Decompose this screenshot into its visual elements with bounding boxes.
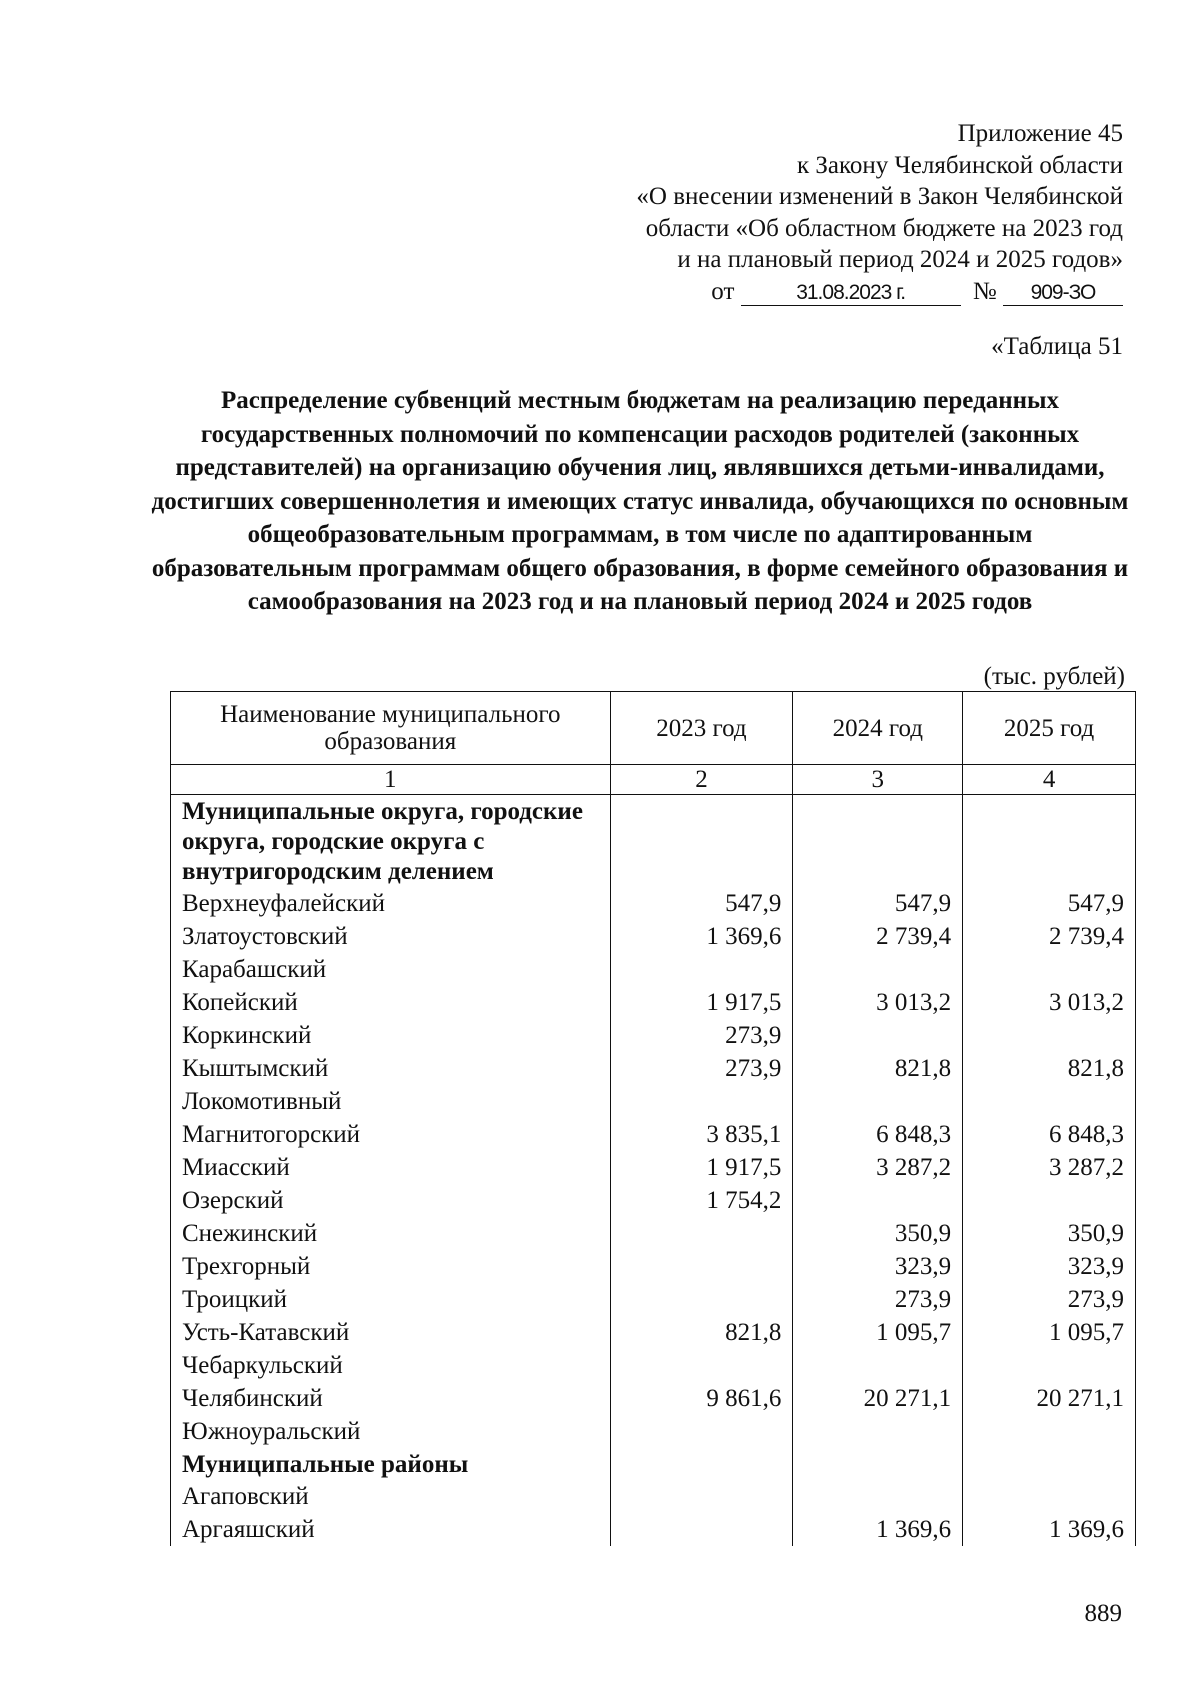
empty-cell	[610, 795, 793, 888]
value-2023	[610, 1217, 793, 1250]
header-2023: 2023 год	[610, 692, 793, 765]
appendix-line-2: к Закону Челябинской области	[797, 151, 1123, 179]
value-2024	[793, 953, 963, 986]
page-number: 889	[1084, 1600, 1122, 1627]
table-row	[171, 1250, 1136, 1283]
empty-cell	[793, 795, 963, 888]
value-2025	[963, 1019, 1136, 1052]
section-title: Муниципальные районы	[171, 1448, 611, 1480]
value-2023: 1 917,5	[610, 986, 793, 1019]
value-2024: 3 287,2	[793, 1151, 963, 1184]
table-row	[171, 1513, 1136, 1546]
value-2025: 323,9	[963, 1250, 1136, 1283]
value-2023	[610, 1349, 793, 1382]
column-number: 2	[610, 765, 793, 795]
value-2023	[610, 1283, 793, 1316]
table-row	[171, 1283, 1136, 1316]
value-2023	[610, 1085, 793, 1118]
table-label: «Таблица 51	[991, 333, 1123, 360]
municipality-name: Миасский	[171, 1151, 611, 1184]
municipality-name: Коркинский	[171, 1019, 611, 1052]
municipality-name: Верхнеуфалейский	[171, 887, 611, 920]
table-row	[171, 986, 1136, 1019]
table-row	[171, 920, 1136, 953]
municipality-name: Магнитогорский	[171, 1118, 611, 1151]
value-2024: 323,9	[793, 1250, 963, 1283]
value-2025	[963, 1480, 1136, 1513]
value-2024	[793, 1184, 963, 1217]
law-date: 31.08.2023 г.	[741, 281, 961, 306]
value-2023: 273,9	[610, 1052, 793, 1085]
value-2023	[610, 1250, 793, 1283]
value-2023	[610, 953, 793, 986]
municipality-name: Аргаяшский	[171, 1513, 611, 1546]
table-row	[171, 1316, 1136, 1349]
value-2024: 821,8	[793, 1052, 963, 1085]
value-2023: 3 835,1	[610, 1118, 793, 1151]
municipality-name: Снежинский	[171, 1217, 611, 1250]
appendix-line-4: области «Об областном бюджете на 2023 год	[645, 214, 1123, 242]
table-row	[171, 1052, 1136, 1085]
value-2023: 1 369,6	[610, 920, 793, 953]
municipality-name: Трехгорный	[171, 1250, 611, 1283]
value-2023: 821,8	[610, 1316, 793, 1349]
value-2023: 547,9	[610, 887, 793, 920]
value-2024	[793, 1349, 963, 1382]
header-name: Наименование муниципального образования	[171, 692, 611, 765]
empty-cell	[963, 1448, 1136, 1480]
municipality-name: Троицкий	[171, 1283, 611, 1316]
municipality-name: Копейский	[171, 986, 611, 1019]
value-2024: 6 848,3	[793, 1118, 963, 1151]
value-2025: 273,9	[963, 1283, 1136, 1316]
table-row	[171, 1480, 1136, 1513]
value-2024: 3 013,2	[793, 986, 963, 1019]
value-2025: 350,9	[963, 1217, 1136, 1250]
table-row	[171, 887, 1136, 920]
document-title: Распределение субвенций местным бюджетам на реализацию переданных государственных полномочий по компенсации расходов родителей (законных представителей) на организацию обучения лиц, являвшихся детьми-инвалидами, достигших совершеннолетия и имеющих статус инвалида, обучающихся по основным общеобразовательным программам, в том числе по адаптированным образовательным программам общего образования, в форме семейного образования и самообразования на 2023 год и на плановый период 2024 и 2025 годов	[151, 387, 1129, 615]
value-2025	[963, 1184, 1136, 1217]
table-row	[171, 1085, 1136, 1118]
municipality-name: Кыштымский	[171, 1052, 611, 1085]
section-row	[171, 1448, 1136, 1480]
date-prefix: от	[711, 277, 735, 305]
value-2025: 821,8	[963, 1052, 1136, 1085]
municipality-name: Чебаркульский	[171, 1349, 611, 1382]
value-2023: 1 917,5	[610, 1151, 793, 1184]
value-2024	[793, 1019, 963, 1052]
table-row	[171, 1019, 1136, 1052]
empty-cell	[610, 1448, 793, 1480]
value-2025: 1 095,7	[963, 1316, 1136, 1349]
table-row	[171, 953, 1136, 986]
value-2023: 1 754,2	[610, 1184, 793, 1217]
municipality-name: Челябинский	[171, 1382, 611, 1415]
value-2024: 1 095,7	[793, 1316, 963, 1349]
value-2023: 9 861,6	[610, 1382, 793, 1415]
value-2025: 6 848,3	[963, 1118, 1136, 1151]
table-header-row	[171, 692, 1136, 765]
municipality-name: Южноуральский	[171, 1415, 611, 1448]
municipality-name: Златоустовский	[171, 920, 611, 953]
column-number: 3	[793, 765, 963, 795]
municipality-name: Карабашский	[171, 953, 611, 986]
value-2024: 547,9	[793, 887, 963, 920]
column-number-row	[171, 765, 1136, 795]
number-sign: №	[972, 277, 997, 305]
header-2025: 2025 год	[963, 692, 1136, 765]
table-row	[171, 1382, 1136, 1415]
column-number: 4	[963, 765, 1136, 795]
value-2024: 273,9	[793, 1283, 963, 1316]
subvention-table	[170, 691, 1136, 1546]
municipality-name: Агаповский	[171, 1480, 611, 1513]
value-2024: 350,9	[793, 1217, 963, 1250]
table-row	[171, 1151, 1136, 1184]
table-row	[171, 1118, 1136, 1151]
header-2024: 2024 год	[793, 692, 963, 765]
table-body	[171, 795, 1136, 1547]
appendix-line-3: «О внесении изменений в Закон Челябинской	[636, 183, 1123, 210]
section-title: Муниципальные округа, городские округа, городские округа с внутригородским делением	[171, 795, 611, 888]
value-2025: 3 013,2	[963, 986, 1136, 1019]
law-number: 909-ЗО	[1003, 281, 1123, 306]
value-2025: 1 369,6	[963, 1513, 1136, 1546]
units-label: (тыс. рублей)	[983, 663, 1125, 690]
appendix-header	[636, 118, 1123, 307]
table-row	[171, 1217, 1136, 1250]
empty-cell	[793, 1448, 963, 1480]
value-2025: 547,9	[963, 887, 1136, 920]
municipality-name: Локомотивный	[171, 1085, 611, 1118]
value-2025: 3 287,2	[963, 1151, 1136, 1184]
law-date-line	[636, 276, 1123, 308]
appendix-line-1: Приложение 45	[957, 120, 1123, 147]
empty-cell	[963, 795, 1136, 888]
value-2025	[963, 1415, 1136, 1448]
value-2025	[963, 953, 1136, 986]
table-row	[171, 1415, 1136, 1448]
value-2024	[793, 1480, 963, 1513]
value-2024: 2 739,4	[793, 920, 963, 953]
value-2025: 2 739,4	[963, 920, 1136, 953]
value-2025	[963, 1085, 1136, 1118]
table-row	[171, 1349, 1136, 1382]
value-2024: 20 271,1	[793, 1382, 963, 1415]
value-2023: 273,9	[610, 1019, 793, 1052]
value-2024: 1 369,6	[793, 1513, 963, 1546]
value-2023	[610, 1513, 793, 1546]
section-row	[171, 795, 1136, 888]
value-2025: 20 271,1	[963, 1382, 1136, 1415]
municipality-name: Озерский	[171, 1184, 611, 1217]
appendix-line-5: и на плановый период 2024 и 2025 годов»	[677, 246, 1123, 273]
municipality-name: Усть-Катавский	[171, 1316, 611, 1349]
value-2023	[610, 1480, 793, 1513]
table-row	[171, 1184, 1136, 1217]
column-number: 1	[171, 765, 611, 795]
value-2024	[793, 1415, 963, 1448]
value-2024	[793, 1085, 963, 1118]
value-2023	[610, 1415, 793, 1448]
value-2025	[963, 1349, 1136, 1382]
